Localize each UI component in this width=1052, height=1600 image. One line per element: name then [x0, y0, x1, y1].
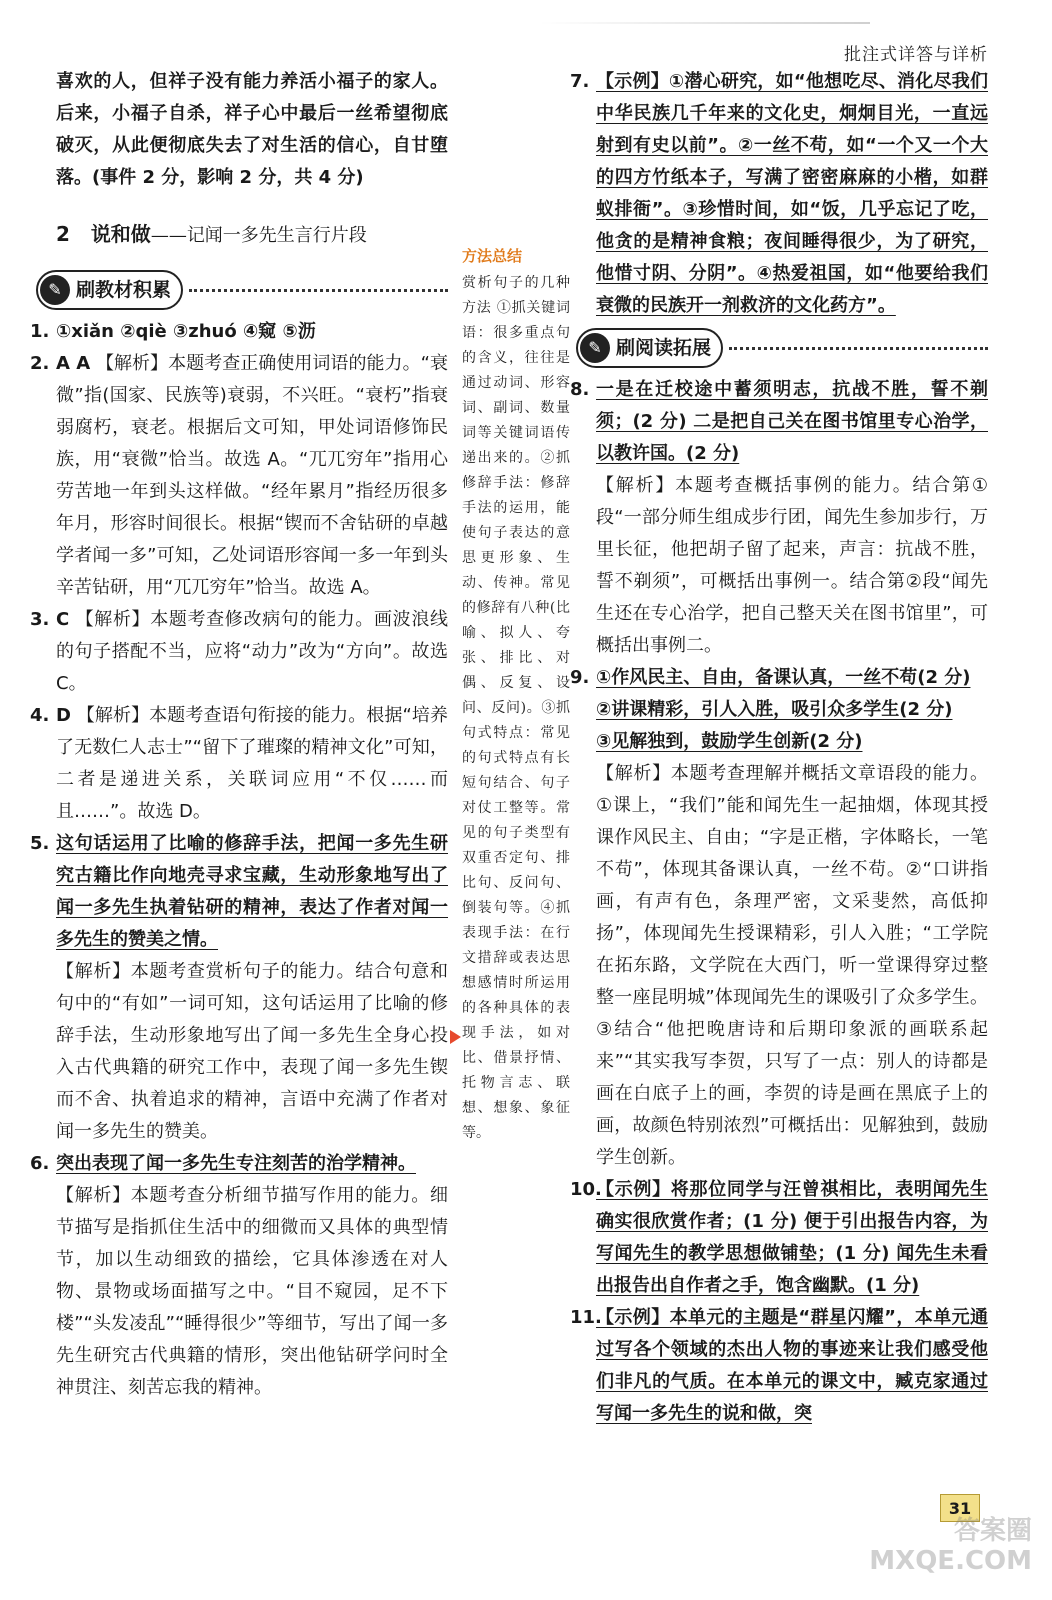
- dotted-rule: [729, 346, 988, 350]
- answer-text: 【示例】①潜心研究，如“他想吃尽、消化尽我们中华民族几千年来的文化史，炯炯目光，一直远射到有史以前”。②一丝不苟，如“一个又一个大的四方竹纸本子，写满了密密麻麻的小楷，如群蚁排衙”。③珍惜时间，如“饭，几乎忘记了吃，他贪的是精神食粮；夜间睡得很少，为了研究，他惜寸阴、分阴”。④热爱祖国，如“他要给我们衰微的民族开一剂救济的文化药方”。: [596, 71, 988, 316]
- answer-choice: C: [56, 609, 70, 630]
- section-banner-reading: [576, 328, 988, 368]
- answer-text: 突出表现了闻一多先生专注刻苦的治学精神。: [56, 1153, 416, 1174]
- lesson-subtitle: ——记闻一多先生言行片段: [150, 225, 367, 246]
- answer-text: 一是在迁校途中蓄须明志，抗战不胜，誓不剃须；(2 分) 二是把自己关在图书馆里专心治学，以教许国。(2 分): [596, 379, 988, 464]
- question-1: 1. ①xiǎn ②qiè ③zhuó ④窥 ⑤沥: [56, 316, 448, 348]
- question-7: 7. 【示例】①潜心研究，如“他想吃尽、消化尽我们中华民族几千年来的文化史，炯炯目光，一直远射到有史以前”。②一丝不苟，如“一个又一个大的四方竹纸本子，写满了密密麻麻的小楷，如群蚁排衙”。③珍惜时间，如“饭，几乎忘记了吃，他贪的是精神食粮；夜间睡得很少，为了研究，他惜寸阴、分阴”。④热爱祖国，如“他要给我们衰微的民族开一剂救济的文化药方”。: [596, 66, 988, 322]
- analysis-text: 【解析】本题考查概括事例的能力。结合第①段“一部分师生组成步行团，闻先生参加步行，万里长征，他把胡子留了起来，声言：抗战不胜，誓不剃须”，可概括出事例一。结合第②段“闻先生还在专心治学，把自己整天关在图书馆里”，可概括出事例二。: [596, 475, 988, 656]
- sidebar-body: 赏析句子的几种方法 ①抓关键词语：很多重点句的含义，往往是通过动词、形容词、副词、数量词等关键词语传递出来的。②抓修辞手法：修辞手法的运用，能使句子表达的意思更形象、生动、传神。常见的修辞有八种(比喻、拟人、夸张、排比、对偶、反复、设问、反问)。③抓句式特点：常见的句式特点有长短句结合、句子对仗工整等。常见的句子类型有双重否定句、排比句、反问句、倒装句等。④抓表现手法：在行文措辞或表达思想感情时所运用的各种具体的表现手法，如对比、借景抒情、托物言志、联想、想象、象征等。: [462, 275, 570, 1141]
- question-6: 6. 突出表现了闻一多先生专注刻苦的治学精神。 【解析】本题考查分析细节描写作用的能力。细节描写是指抓住生活中的细微而又具体的典型情节，加以生动细致的描绘，它具体渗透在对人物、景物或场面描写之中。“目不窥园，足不下楼”“头发凌乱”“睡得很少”等细节，写出了闻一多先生研究古代典籍的情形，突出他钻研学问时全神贯注、刻苦忘我的精神。: [56, 1148, 448, 1404]
- analysis-text: 【解析】本题考查赏析句子的能力。结合句意和句中的“有如”一词可知，这句话运用了比喻的修辞手法，生动形象地写出了闻一多先生全身心投入古代典籍的研究工作中，表现了闻一多先生锲而不舍、执着追求的精神，言语中充满了作者对闻一多先生的赞美。: [56, 961, 448, 1142]
- pointer-arrow-icon: [450, 1030, 461, 1044]
- question-10: 10. 【示例】将那位同学与汪曾祺相比，表明闻先生确实很欣赏作者；(1 分) 便于引出报告内容，为写闻先生的教学思想做铺垫；(1 分) 闻先生未看出报告出自作者之手，饱含幽默。(1 分): [596, 1174, 988, 1302]
- banner-label: 刷阅读拓展: [616, 337, 712, 359]
- analysis-text: 【解析】本题考查修改病句的能力。画波浪线的句子搭配不当，应将“动力”改为“方向”。故选 C。: [56, 609, 448, 694]
- question-2: 2. A A 【解析】本题考查正确使用词语的能力。“衰微”指(国家、民族等)衰弱，不兴旺。“衰朽”指衰弱腐朽，衰老。根据后文可知，甲处词语修饰民族，用“衰微”恰当。故选 A。“兀兀穷年”指用心劳苦地一年到头这样做。“经年累月”指经历很多年月，形容时间很长。根据“锲而不舍钻研的卓越学者闻一多”可知，乙处词语形容闻一多一年到头辛苦钻研，用“兀兀穷年”恰当。故选 A。: [30, 353, 448, 598]
- answer-text: 【示例】将那位同学与汪曾祺相比，表明闻先生确实很欣赏作者；(1 分) 便于引出报告内容，为写闻先生的教学思想做铺垫；(1 分) 闻先生未看出报告出自作者之手，饱含幽默。(1 分): [596, 1179, 988, 1296]
- question-9: 9. ①作风民主、自由，备课认真，一丝不苟(2 分) ②讲课精彩，引人入胜，吸引众多学生(2 分) ③见解独到，鼓励学生创新(2 分) 【解析】本题考查理解并概括文章语段的能力。①课上，“我们”能和闻先生一起抽烟，体现其授课作风民主、自由；“字是正楷，字体略长，一笔不苟”，体现其备课认真，一丝不苟。②“口讲指画，有声有色，条理严密，文采斐然，高低抑扬”，体现闻先生授课精彩，引人入胜；“工学院在拓东路，文学院在大西门，听一堂课得穿过整整一座昆明城”体现闻先生的课吸引了众多学生。③结合“他把晚唐诗和后期印象派的画联系起来”“其实我写李贺，只写了一点：别人的诗都是画在白底子上的画，李贺的诗是画在黑底子上的画，故颜色特别浓烈”可概括出：见解独到，鼓励学生创新。: [596, 662, 988, 1174]
- answer-choice: D: [56, 705, 71, 726]
- brush-icon: ✎: [580, 333, 610, 363]
- answer-line-2: ②讲课精彩，引人入胜，吸引众多学生(2 分): [596, 699, 953, 720]
- method-summary-sidebar: [462, 244, 570, 1146]
- answer-line-3: ③见解独到，鼓励学生创新(2 分): [596, 731, 863, 752]
- lesson-number: 2: [56, 222, 70, 246]
- watermark: 答案圈 MXQE.COM: [869, 1516, 1032, 1576]
- running-header: 批注式详答与详析: [844, 45, 988, 65]
- section-banner-textbook: [36, 270, 448, 310]
- top-rule: [540, 22, 870, 24]
- answer-choice: A A: [56, 353, 91, 374]
- banner-label: 刷教材积累: [76, 279, 172, 301]
- lesson-title: 说和做: [90, 222, 151, 246]
- answer-line-1: ①作风民主、自由，备课认真，一丝不苟(2 分): [596, 667, 971, 688]
- dotted-rule: [189, 288, 448, 292]
- analysis-text: 【解析】本题考查分析细节描写作用的能力。细节描写是指抓住生活中的细微而又具体的典型情节，加以生动细致的描绘，它具体渗透在对人物、景物或场面描写之中。“目不窥园，足不下楼”“头发凌乱”“睡得很少”等细节，写出了闻一多先生研究古代典籍的情形，突出他钻研学问时全神贯注、刻苦忘我的精神。: [56, 1185, 448, 1398]
- question-4: 4. D 【解析】本题考查语句衔接的能力。根据“培养了无数仁人志士”“留下了璀璨的精神文化”可知，二者是递进关系，关联词应用“不仅……而且……”。故选 D。: [30, 705, 448, 822]
- intro-answer: 喜欢的人，但祥子没有能力养活小福子的家人。后来，小福子自杀，祥子心中最后一丝希望彻底破灭，从此便彻底失去了对生活的信心，自甘堕落。(事件 2 分，影响 2 分，共 4 分): [56, 71, 448, 188]
- sidebar-heading: 方法总结: [462, 247, 523, 265]
- question-3: 3. C 【解析】本题考查修改病句的能力。画波浪线的句子搭配不当，应将“动力”改为“方向”。故选 C。: [30, 609, 448, 694]
- left-column: [30, 66, 448, 1404]
- lesson-heading: [56, 218, 448, 252]
- answer-text: 【示例】本单元的主题是“群星闪耀”，本单元通过写各个领域的杰出人物的事迹来让我们感受他们非凡的气质。在本单元的课文中，臧克家通过写闻一多先生的说和做，突: [596, 1307, 988, 1424]
- answer-text: 这句话运用了比喻的修辞手法，把闻一多先生研究古籍比作向地壳寻求宝藏，生动形象地写出了闻一多先生执着钻研的精神，表达了作者对闻一多先生的赞美之情。: [56, 833, 448, 950]
- brush-icon: ✎: [40, 275, 70, 305]
- question-5: 5. 这句话运用了比喻的修辞手法，把闻一多先生研究古籍比作向地壳寻求宝藏，生动形象地写出了闻一多先生执着钻研的精神，表达了作者对闻一多先生的赞美之情。 【解析】本题考查赏析句子的能力。结合句意和句中的“有如”一词可知，这句话运用了比喻的修辞手法，生动形象地写出了闻一多先生全身心投入古代典籍的研究工作中，表现了闻一多先生锲而不舍、执着追求的精神，言语中充满了作者对闻一多先生的赞美。: [56, 828, 448, 1148]
- analysis-text: 【解析】本题考查理解并概括文章语段的能力。①课上，“我们”能和闻先生一起抽烟，体现其授课作风民主、自由；“字是正楷，字体略长，一笔不苟”，体现其备课认真，一丝不苟。②“口讲指画，有声有色，条理严密，文采斐然，高低抑扬”，体现闻先生授课精彩，引人入胜；“工学院在拓东路，文学院在大西门，听一堂课得穿过整整一座昆明城”体现闻先生的课吸引了众多学生。③结合“他把晚唐诗和后期印象派的画联系起来”“其实我写李贺，只写了一点：别人的诗都是画在白底子上的画，李贺的诗是画在黑底子上的画，故颜色特别浓烈”可概括出：见解独到，鼓励学生创新。: [596, 763, 988, 1168]
- answer-text: ①xiǎn ②qiè ③zhuó ④窥 ⑤沥: [56, 321, 316, 342]
- question-11: 11. 【示例】本单元的主题是“群星闪耀”，本单元通过写各个领域的杰出人物的事迹来让我们感受他们非凡的气质。在本单元的课文中，臧克家通过写闻一多先生的说和做，突: [596, 1302, 988, 1430]
- page-number: 31: [940, 1494, 980, 1522]
- right-column: [570, 66, 988, 1430]
- analysis-text: 【解析】本题考查语句衔接的能力。根据“培养了无数仁人志士”“留下了璀璨的精神文化”可知，二者是递进关系，关联词应用“不仅……而且……”。故选 D。: [56, 705, 448, 822]
- question-8: 8. 一是在迁校途中蓄须明志，抗战不胜，誓不剃须；(2 分) 二是把自己关在图书馆里专心治学，以教许国。(2 分) 【解析】本题考查概括事例的能力。结合第①段“一部分师生组成步行团，闻先生参加步行，万里长征，他把胡子留了起来，声言：抗战不胜，誓不剃须”，可概括出事例一。结合第②段“闻先生还在专心治学，把自己整天关在图书馆里”，可概括出事例二。: [596, 374, 988, 662]
- analysis-text: 【解析】本题考查正确使用词语的能力。“衰微”指(国家、民族等)衰弱，不兴旺。“衰朽”指衰弱腐朽，衰老。根据后文可知，甲处词语修饰民族，用“衰微”恰当。故选 A。“兀兀穷年”指用心劳苦地一年到头这样做。“经年累月”指经历很多年月，形容时间很长。根据“锲而不舍钻研的卓越学者闻一多”可知，乙处词语形容闻一多一年到头辛苦钻研，用“兀兀穷年”恰当。故选 A。: [56, 353, 448, 598]
